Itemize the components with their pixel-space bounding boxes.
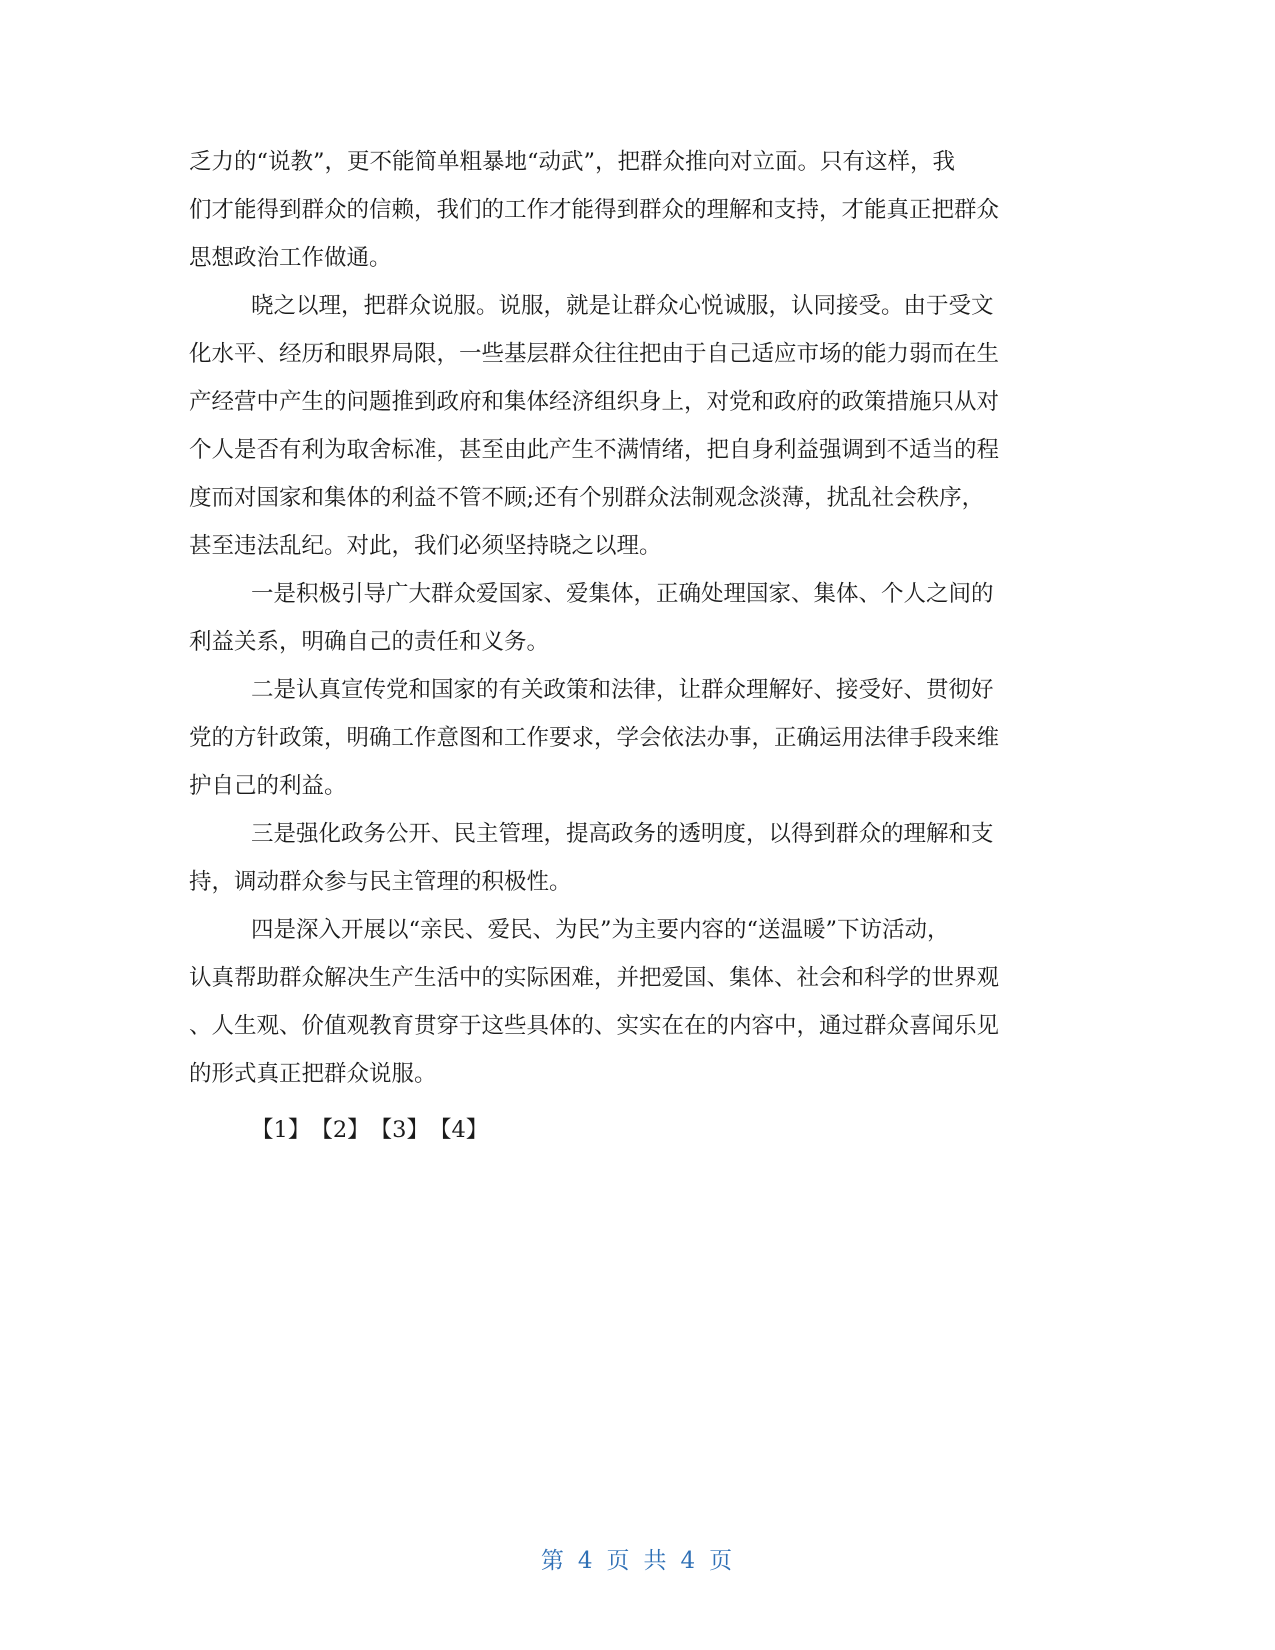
- text-line: 持，调动群众参与民主管理的积极性。: [189, 869, 572, 895]
- paragraph-continuation: [189, 138, 1089, 282]
- paragraph-point-three: [189, 810, 1089, 906]
- footer-prefix: 第: [540, 1548, 566, 1574]
- text-line: 乏力的“说教”，更不能简单粗暴地“动武”，把群众推向对立面。只有这样，我: [189, 149, 956, 175]
- paragraph-reasoning: [189, 282, 1089, 570]
- text-line: 四是深入开展以“亲民、爱民、为民”为主要内容的“送温暖”下访活动，: [251, 917, 950, 943]
- paragraph-point-two: [189, 666, 1089, 810]
- text-line: 甚至违法乱纪。对此，我们必须坚持晓之以理。: [189, 533, 662, 559]
- text-line: 思想政治工作做通。: [189, 245, 392, 271]
- text-line: 产经营中产生的问题推到政府和集体经济组织身上，对党和政府的政策措施只从对: [189, 389, 1000, 415]
- paragraph-point-one: [189, 570, 1089, 666]
- page-link-1[interactable]: 【1】: [251, 1117, 311, 1143]
- text-line: 利益关系，明确自己的责任和义务。: [189, 629, 550, 655]
- text-line: 、人生观、价值观教育贯穿于这些具体的、实实在在的内容中，通过群众喜闻乐见: [189, 1013, 1000, 1039]
- footer-total-pages: 4: [680, 1548, 698, 1574]
- text-line: 一是积极引导广大群众爱国家、爱集体，正确处理国家、集体、个人之间的: [251, 581, 994, 607]
- text-line: 度而对国家和集体的利益不管不顾;还有个别群众法制观念淡薄，扰乱社会秩序，: [189, 485, 985, 511]
- footer-suffix: 页: [709, 1548, 735, 1574]
- page-link-2[interactable]: 【2】: [310, 1117, 370, 1143]
- paragraph-point-four: [189, 906, 1089, 1098]
- text-line: 党的方针政策，明确工作意图和工作要求，学会依法办事，正确运用法律手段来维: [189, 725, 1000, 751]
- footer-current-page: 4: [577, 1548, 595, 1574]
- text-line: 们才能得到群众的信赖，我们的工作才能得到群众的理解和支持，才能真正把群众: [189, 197, 1000, 223]
- document-body: [189, 138, 1089, 1154]
- text-line: 护自己的利益。: [189, 773, 347, 799]
- text-line: 三是强化政务公开、民主管理，提高政务的透明度，以得到群众的理解和支: [251, 821, 994, 847]
- page-link-4[interactable]: 【4】: [428, 1117, 489, 1143]
- text-line: 化水平、经历和眼界局限，一些基层群众往往把由于自己适应市场的能力弱而在生: [189, 341, 1000, 367]
- text-line: 认真帮助群众解决生产生活中的实际困难，并把爱国、集体、社会和科学的世界观: [189, 965, 1000, 991]
- page-footer: [0, 1542, 1275, 1575]
- text-line: 二是认真宣传党和国家的有关政策和法律，让群众理解好、接受好、贯彻好: [251, 677, 994, 703]
- text-line: 晓之以理，把群众说服。说服，就是让群众心悦诚服，认同接受。由于受文: [251, 293, 994, 319]
- text-line: 个人是否有利为取舍标准，甚至由此产生不满情绪，把自身利益强调到不适当的程: [189, 437, 1000, 463]
- page-link-3[interactable]: 【3】: [369, 1117, 429, 1143]
- footer-page-word: 页: [606, 1548, 632, 1574]
- pagination: [189, 1106, 1089, 1154]
- text-line: 的形式真正把群众说服。: [189, 1061, 437, 1087]
- footer-total-prefix: 共: [643, 1548, 669, 1574]
